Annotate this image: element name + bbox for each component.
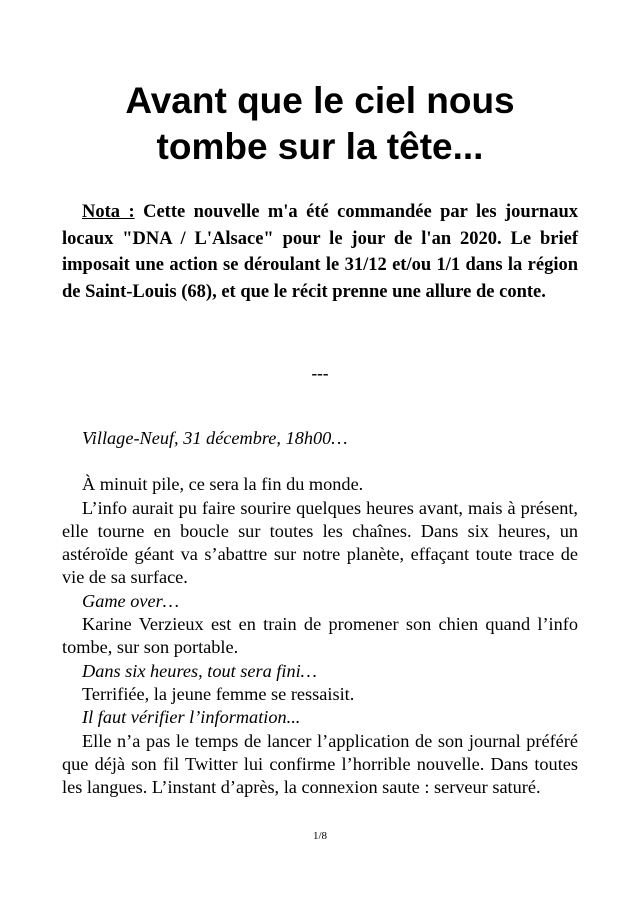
title-line: tombe sur la tête... <box>156 126 484 167</box>
story-paragraph: Karine Verzieux est en train de promener son chien quand l’info tombe, sur son portable. <box>62 614 578 658</box>
story-paragraph: Il faut vérifier l’information... <box>82 707 301 728</box>
story-dateline: Village-Neuf, 31 décembre, 18h00… <box>82 428 348 448</box>
story-paragraph: Dans six heures, tout sera fini… <box>82 660 317 681</box>
document-title <box>60 78 580 170</box>
story-paragraph: Terrifiée, la jeune femme se ressaisit. <box>82 683 355 704</box>
nota-paragraph <box>62 199 578 305</box>
story-body <box>62 427 578 799</box>
story-paragraph: Elle n’a pas le temps de lancer l’application de son journal préféré que déjà son fil Twitter lui confirme l’horrible nouvelle. Dans toutes les langues. L’instant d’après, la connexion saute : serveur saturé. <box>62 730 578 798</box>
nota-label: Nota : <box>82 202 135 222</box>
section-separator: --- <box>311 364 329 383</box>
nota-text: Cette nouvelle m'a été commandée par les journaux locaux "DNA / L'Alsace" pour le jour de l'an 2020. Le brief imposait une action se déroulant le 31/12 et/ou 1/1 dans la région de Saint-Louis (68), et que le récit prenne une allure de conte. <box>62 202 578 302</box>
page-number: 1/8 <box>312 830 328 842</box>
title-line: Avant que le ciel nous <box>125 80 515 121</box>
story-paragraph: À minuit pile, ce sera la fin du monde. <box>82 474 364 495</box>
story-paragraph: L’info aurait pu faire sourire quelques heures avant, mais à présent, elle tourne en boucle sur toutes les chaînes. Dans six heures, un astéroïde géant va s’abattre sur notre planète, effaçant toute trace de vie de sa surface. <box>62 497 578 588</box>
story-paragraph: Game over… <box>82 590 179 611</box>
